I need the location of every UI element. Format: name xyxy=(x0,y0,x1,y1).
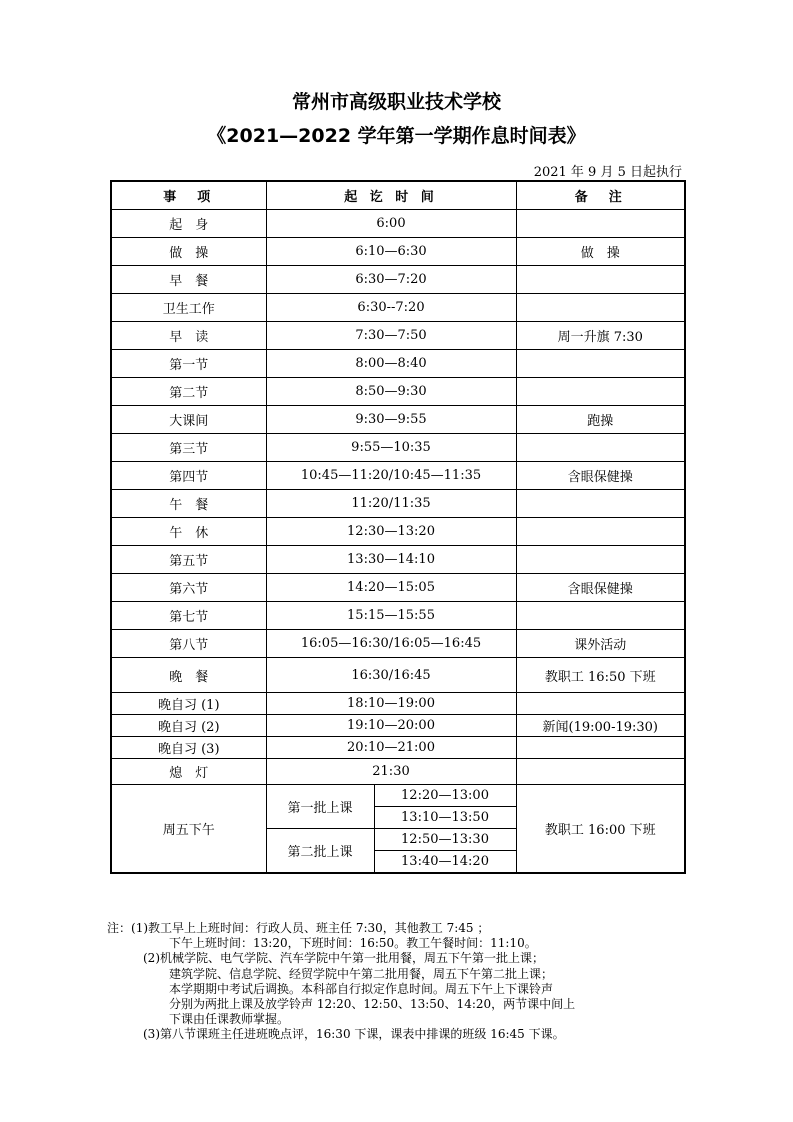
table-row xyxy=(111,266,685,294)
row-time: 6:30--7:20 xyxy=(266,294,516,322)
effective-date: 2021 年 9 月 5 日起执行 xyxy=(533,165,682,180)
table-row xyxy=(111,350,685,378)
table-row xyxy=(111,602,685,630)
row-time: 16:05—16:30/16:05—16:45 xyxy=(266,630,516,658)
note-2-line-5: 下课由任课教师掌握。 xyxy=(169,1012,290,1027)
row-time: 9:30—9:55 xyxy=(266,406,516,434)
row-note xyxy=(516,490,685,518)
schedule-table-body xyxy=(111,181,685,873)
note-2-line-3: 本学期期中考试后调换。本科部自行拟定作息时间。周五下午上下课铃声 xyxy=(169,981,554,996)
row-item: 晚 餐 xyxy=(111,658,266,693)
row-note xyxy=(516,350,685,378)
table-row xyxy=(111,737,685,759)
table-row xyxy=(111,406,685,434)
friday-batch2-time-1: 12:50—13:30 xyxy=(374,829,516,851)
table-row xyxy=(111,322,685,350)
row-item: 第四节 xyxy=(111,462,266,490)
table-row xyxy=(111,490,685,518)
header-item: 事 项 xyxy=(111,181,266,210)
row-note xyxy=(516,378,685,406)
row-item: 第五节 xyxy=(111,546,266,574)
friday-note: 教职工 16:00 下班 xyxy=(516,785,685,874)
table-row-friday xyxy=(111,785,685,807)
table-row xyxy=(111,434,685,462)
row-note xyxy=(516,546,685,574)
row-note xyxy=(516,737,685,759)
table-row xyxy=(111,518,685,546)
friday-batch2-label: 第二批上课 xyxy=(266,829,374,874)
row-note xyxy=(516,434,685,462)
notes-section xyxy=(107,921,707,1043)
friday-item: 周五下午 xyxy=(111,785,266,874)
schedule-table xyxy=(110,180,686,874)
row-time: 19:10—20:00 xyxy=(266,715,516,737)
row-note: 跑操 xyxy=(516,406,685,434)
table-row xyxy=(111,210,685,238)
row-time: 15:15—15:55 xyxy=(266,602,516,630)
table-row xyxy=(111,630,685,658)
table-header-row xyxy=(111,181,685,210)
note-1-line-1: 注：(1)教工早上上班时间：行政人员、班主任 7:30，其他教工 7:45 ； xyxy=(107,921,490,935)
row-note: 课外活动 xyxy=(516,630,685,658)
notes-prefix: 注： xyxy=(107,921,132,935)
row-item: 大课间 xyxy=(111,406,266,434)
note-2-line-4: 分别为两批上课及放学铃声 12:20、12:50、13:50、14:20，两节课中间上 xyxy=(169,997,576,1012)
row-item: 晚自习 (1) xyxy=(111,693,266,715)
table-row xyxy=(111,462,685,490)
row-note: 做 操 xyxy=(516,238,685,266)
friday-batch1-time-2: 13:10—13:50 xyxy=(374,807,516,829)
row-item: 第一节 xyxy=(111,350,266,378)
row-item: 第八节 xyxy=(111,630,266,658)
header-note: 备 注 xyxy=(516,181,685,210)
row-time: 9:55—10:35 xyxy=(266,434,516,462)
row-item: 做 操 xyxy=(111,238,266,266)
row-note: 周一升旗 7:30 xyxy=(516,322,685,350)
row-time: 6:00 xyxy=(266,210,516,238)
row-time: 12:30—13:20 xyxy=(266,518,516,546)
row-note xyxy=(516,759,685,785)
note-2-line-2: 建筑学院、信息学院、经贸学院中午第二批用餐，周五下午第二批上课； xyxy=(169,966,554,981)
row-note xyxy=(516,602,685,630)
table-row xyxy=(111,378,685,406)
row-item: 起 身 xyxy=(111,210,266,238)
friday-batch1-time-1: 12:20—13:00 xyxy=(374,785,516,807)
row-item: 晚自习 (2) xyxy=(111,715,266,737)
row-time: 13:30—14:10 xyxy=(266,546,516,574)
row-note xyxy=(516,210,685,238)
row-note xyxy=(516,266,685,294)
note-3-line-1: (3)第八节课班主任进班晚点评，16:30 下课，课表中排课的班级 16:45 下课。 xyxy=(143,1027,565,1042)
row-note: 含眼保健操 xyxy=(516,574,685,602)
row-time: 8:00—8:40 xyxy=(266,350,516,378)
row-note: 含眼保健操 xyxy=(516,462,685,490)
row-note: 新闻(19:00-19:30) xyxy=(516,715,685,737)
row-item: 午 餐 xyxy=(111,490,266,518)
row-time: 6:10—6:30 xyxy=(266,238,516,266)
header-time: 起 讫 时 间 xyxy=(266,181,516,210)
row-note xyxy=(516,693,685,715)
row-time: 18:10—19:00 xyxy=(266,693,516,715)
table-row xyxy=(111,294,685,322)
row-note: 教职工 16:50 下班 xyxy=(516,658,685,693)
row-time: 8:50—9:30 xyxy=(266,378,516,406)
table-row xyxy=(111,759,685,785)
note-2-line-1: (2)机械学院、电气学院、汽车学院中午第一批用餐，周五下午第一批上课； xyxy=(143,951,545,966)
row-time: 16:30/16:45 xyxy=(266,658,516,693)
row-item: 午 休 xyxy=(111,518,266,546)
note-1-line-2: 下午上班时间：13:20，下班时间：16:50。教工午餐时间：11:10。 xyxy=(169,936,537,951)
row-time: 7:30—7:50 xyxy=(266,322,516,350)
table-row xyxy=(111,658,685,693)
table-row xyxy=(111,238,685,266)
row-item: 卫生工作 xyxy=(111,294,266,322)
row-item: 第七节 xyxy=(111,602,266,630)
row-item: 熄 灯 xyxy=(111,759,266,785)
row-time: 10:45—11:20/10:45—11:35 xyxy=(266,462,516,490)
row-time: 21:30 xyxy=(266,759,516,785)
row-item: 早 餐 xyxy=(111,266,266,294)
school-name-title: 常州市高级职业技术学校 xyxy=(291,91,501,113)
table-row xyxy=(111,546,685,574)
row-note xyxy=(516,294,685,322)
row-note xyxy=(516,518,685,546)
schedule-title: 《2021—2022 学年第一学期作息时间表》 xyxy=(207,125,586,147)
table-row xyxy=(111,574,685,602)
table-row xyxy=(111,715,685,737)
row-item: 第六节 xyxy=(111,574,266,602)
row-item: 早 读 xyxy=(111,322,266,350)
row-item: 第三节 xyxy=(111,434,266,462)
row-time: 11:20/11:35 xyxy=(266,490,516,518)
row-item: 晚自习 (3) xyxy=(111,737,266,759)
row-time: 14:20—15:05 xyxy=(266,574,516,602)
row-time: 6:30—7:20 xyxy=(266,266,516,294)
table-row xyxy=(111,693,685,715)
friday-batch1-label: 第一批上课 xyxy=(266,785,374,829)
row-item: 第二节 xyxy=(111,378,266,406)
friday-batch2-time-2: 13:40—14:20 xyxy=(374,851,516,874)
row-time: 20:10—21:00 xyxy=(266,737,516,759)
